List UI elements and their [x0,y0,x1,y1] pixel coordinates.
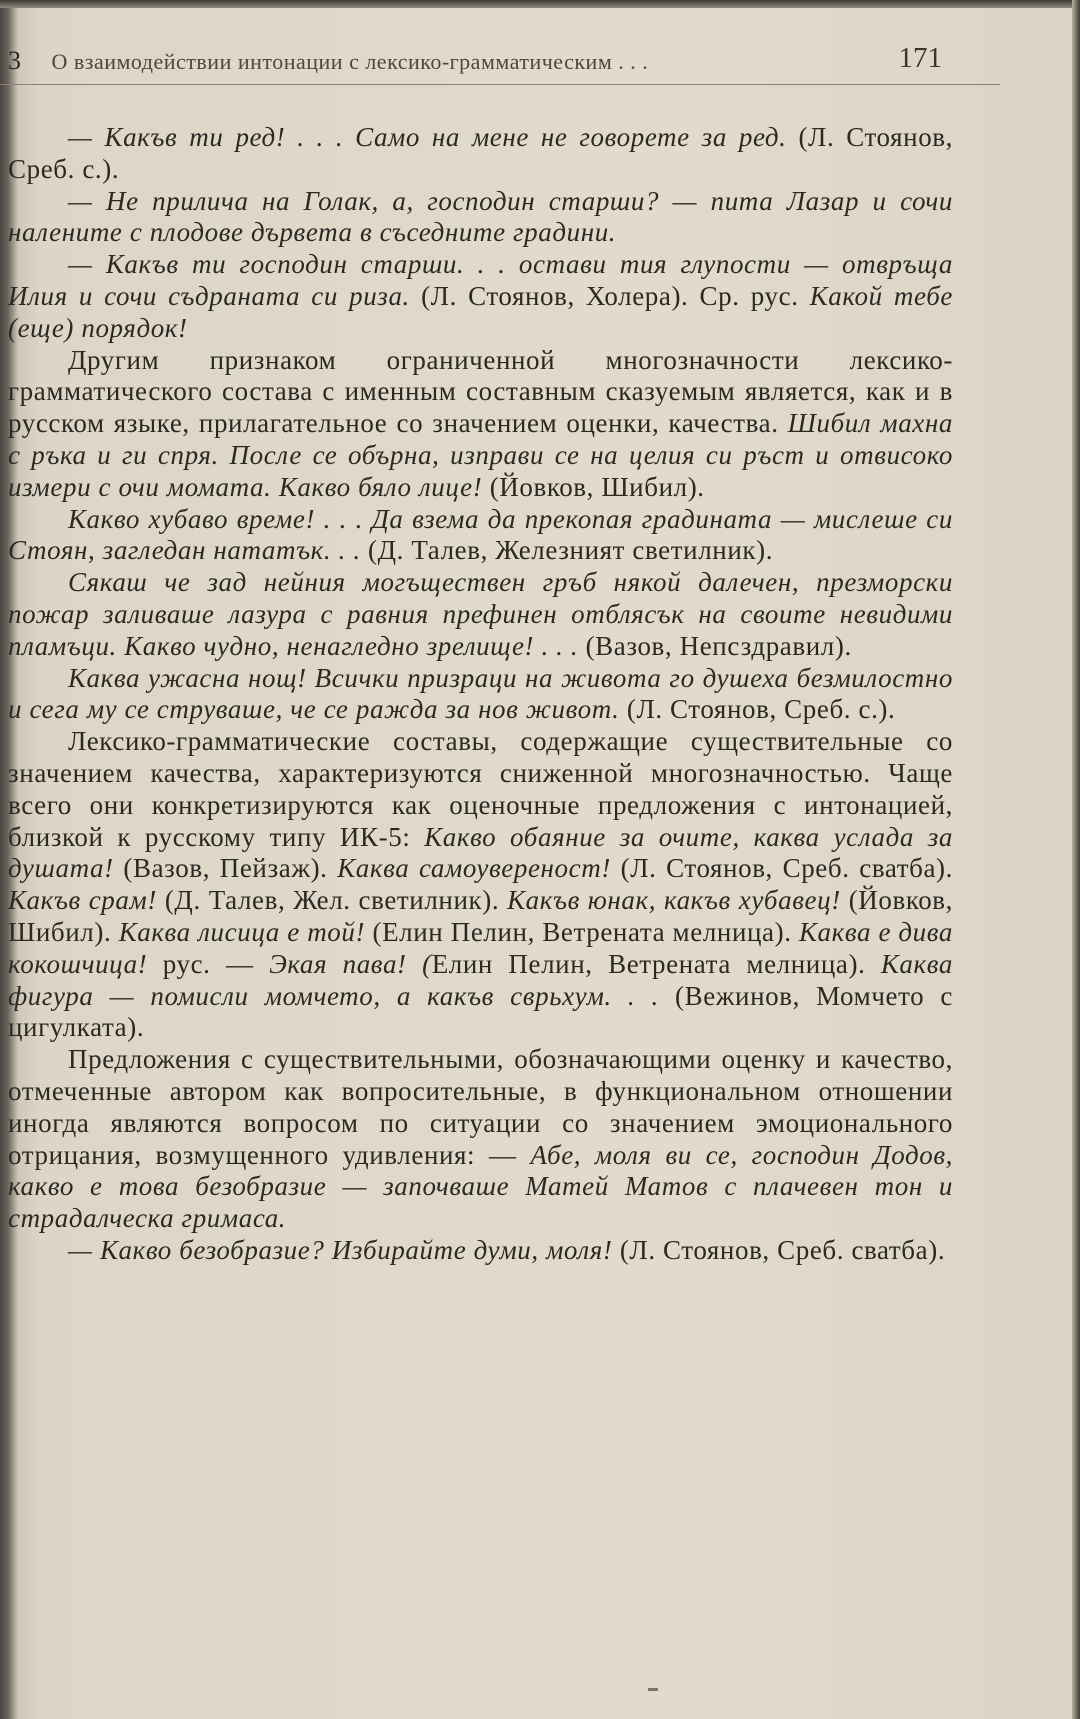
paragraph [8,504,953,568]
italic-quote: Каква е дива кокошчица! [8,916,954,979]
paragraph [8,726,953,1044]
body-run: (Вазов, Пейзаж). [113,853,338,884]
italic-quote: Каква лисица е той! [118,916,366,947]
italic-quote: Абе, моля ви се, господин Додов, какво е това безобразие — започваше Матей Матов с плачевен тон и страдалческа гримаса. [8,1139,953,1234]
body-run: Лексико-грамматические составы, содержащие существительные со значением качества, характеризуются сниженной многозначностью. Чаще всего они конкретизируются как оценочные предложения с интонацией, близкой к русскому типу ИК-5: [8,726,953,852]
page-top-edge [0,0,1080,8]
paragraph [8,122,953,186]
paragraph [8,1044,953,1235]
italic-quote: Сякаш че зад нейния могъществен гръб някой далечен, презморски пожар заливаше лазура с равния префинен отблясък на своите невидими пламъци. Какво чудно, ненагледно зрелище! . . . [8,567,953,661]
italic-quote: — Какво безобразие? Избирайте думи, моля! [68,1234,613,1265]
body-run: (Л. Стоянов, Холера). Ср. рус. [409,280,810,311]
paragraph [8,186,953,250]
italic-quote: — Какъв ти ред! . . . Само на мене не говорете за ред. [68,122,787,152]
italic-quote: Какво хубаво време! . . . Да взема да прекопая градината — мислеше си Стоян, загледан нататък. . . [8,503,953,566]
body-run: (Л. Стоянов, Среб. с.). [619,694,896,725]
body-run: (Йовков, Шибил). [482,471,705,502]
paragraph [8,567,953,662]
body-run: (Йовков, Шибил). [8,885,953,947]
page-right-edge [1072,0,1080,1719]
italic-quote: Какъв срам! [8,885,157,916]
header-left [8,46,648,76]
body-run: (Л. Стоянов, Среб. сватба). [610,853,953,884]
body-run: рус. — [147,948,270,979]
body-text [8,122,953,1267]
body-run: (Л. Стоянов, Среб. с.). [8,122,953,184]
italic-quote: Каква ужасна нощ! Всички призраци на живота го душеха безмилостно и сега му се струваше, че се ражда за нов живот. [8,662,953,725]
running-title: О взаимодействии интонации с лексико-грамматическим . . . [51,49,649,74]
running-header [0,38,1000,85]
italic-quote: Какой тебе (еще) порядок! [8,280,953,343]
italic-quote: — Не прилича на Голак, а, господин старши? — пита Лазар и сочи налените с плодове дървета в съседните градини. [8,185,953,248]
italic-quote: Каква самоувереност! [337,853,611,884]
body-run: (Вежинов, Момчето с цигулката). [8,980,953,1043]
italic-quote: — Какъв ти господин старши. . . остави тия глупости — отвръща Илия и сочи съдраната си риза. [8,249,953,311]
body-run: (Вазов, Непсздравил). [578,630,852,661]
body-run: (Д. Талев, Жел. светилник). [156,885,508,916]
italic-quote: Экая пава! ( [269,948,432,979]
body-run: (Елин Пелин, Ветрената мелница). [365,916,799,947]
paragraph [8,1235,953,1267]
body-run: Предложения с существительными, обозначающими оценку и качество, отмеченные автором как вопросительные, в функциональном отношении иногда являются вопросом по ситуации со значением эмоционального отрицания, возмущенного удивления: — [8,1044,953,1170]
italic-quote: Какво обаяние за очите, каква услада за душата! [8,821,953,884]
paragraph [8,249,953,344]
italic-quote: Каква фигура — помисли момчето, а какъв сврьхум. . . [8,948,953,1011]
italic-quote: Какъв юнак, какъв хубавец! [507,885,841,916]
body-run: Елин Пелин, Ветрената мелница). [431,948,881,979]
body-run: Другим признаком ограниченной многозначности лексико-грамматического состава с именным составным сказуемым является, как и в русском языке, прилагательное со значением оценки, качества. [8,344,953,439]
body-run: (Д. Талев, Железният светилник). [360,535,774,566]
paragraph [8,663,953,727]
italic-quote: Шибил махна с ръка и ги спря. После се обърна, изправи се на целия си ръст и отвисоко измери с очи момата. Какво бяло лице! [8,408,953,502]
page-number: 171 [898,42,942,74]
header-left-number: 3 [8,46,22,75]
body-run: (Л. Стоянов, Среб. сватба). [612,1234,946,1265]
paragraph [8,345,953,504]
page-speck [648,1688,658,1691]
